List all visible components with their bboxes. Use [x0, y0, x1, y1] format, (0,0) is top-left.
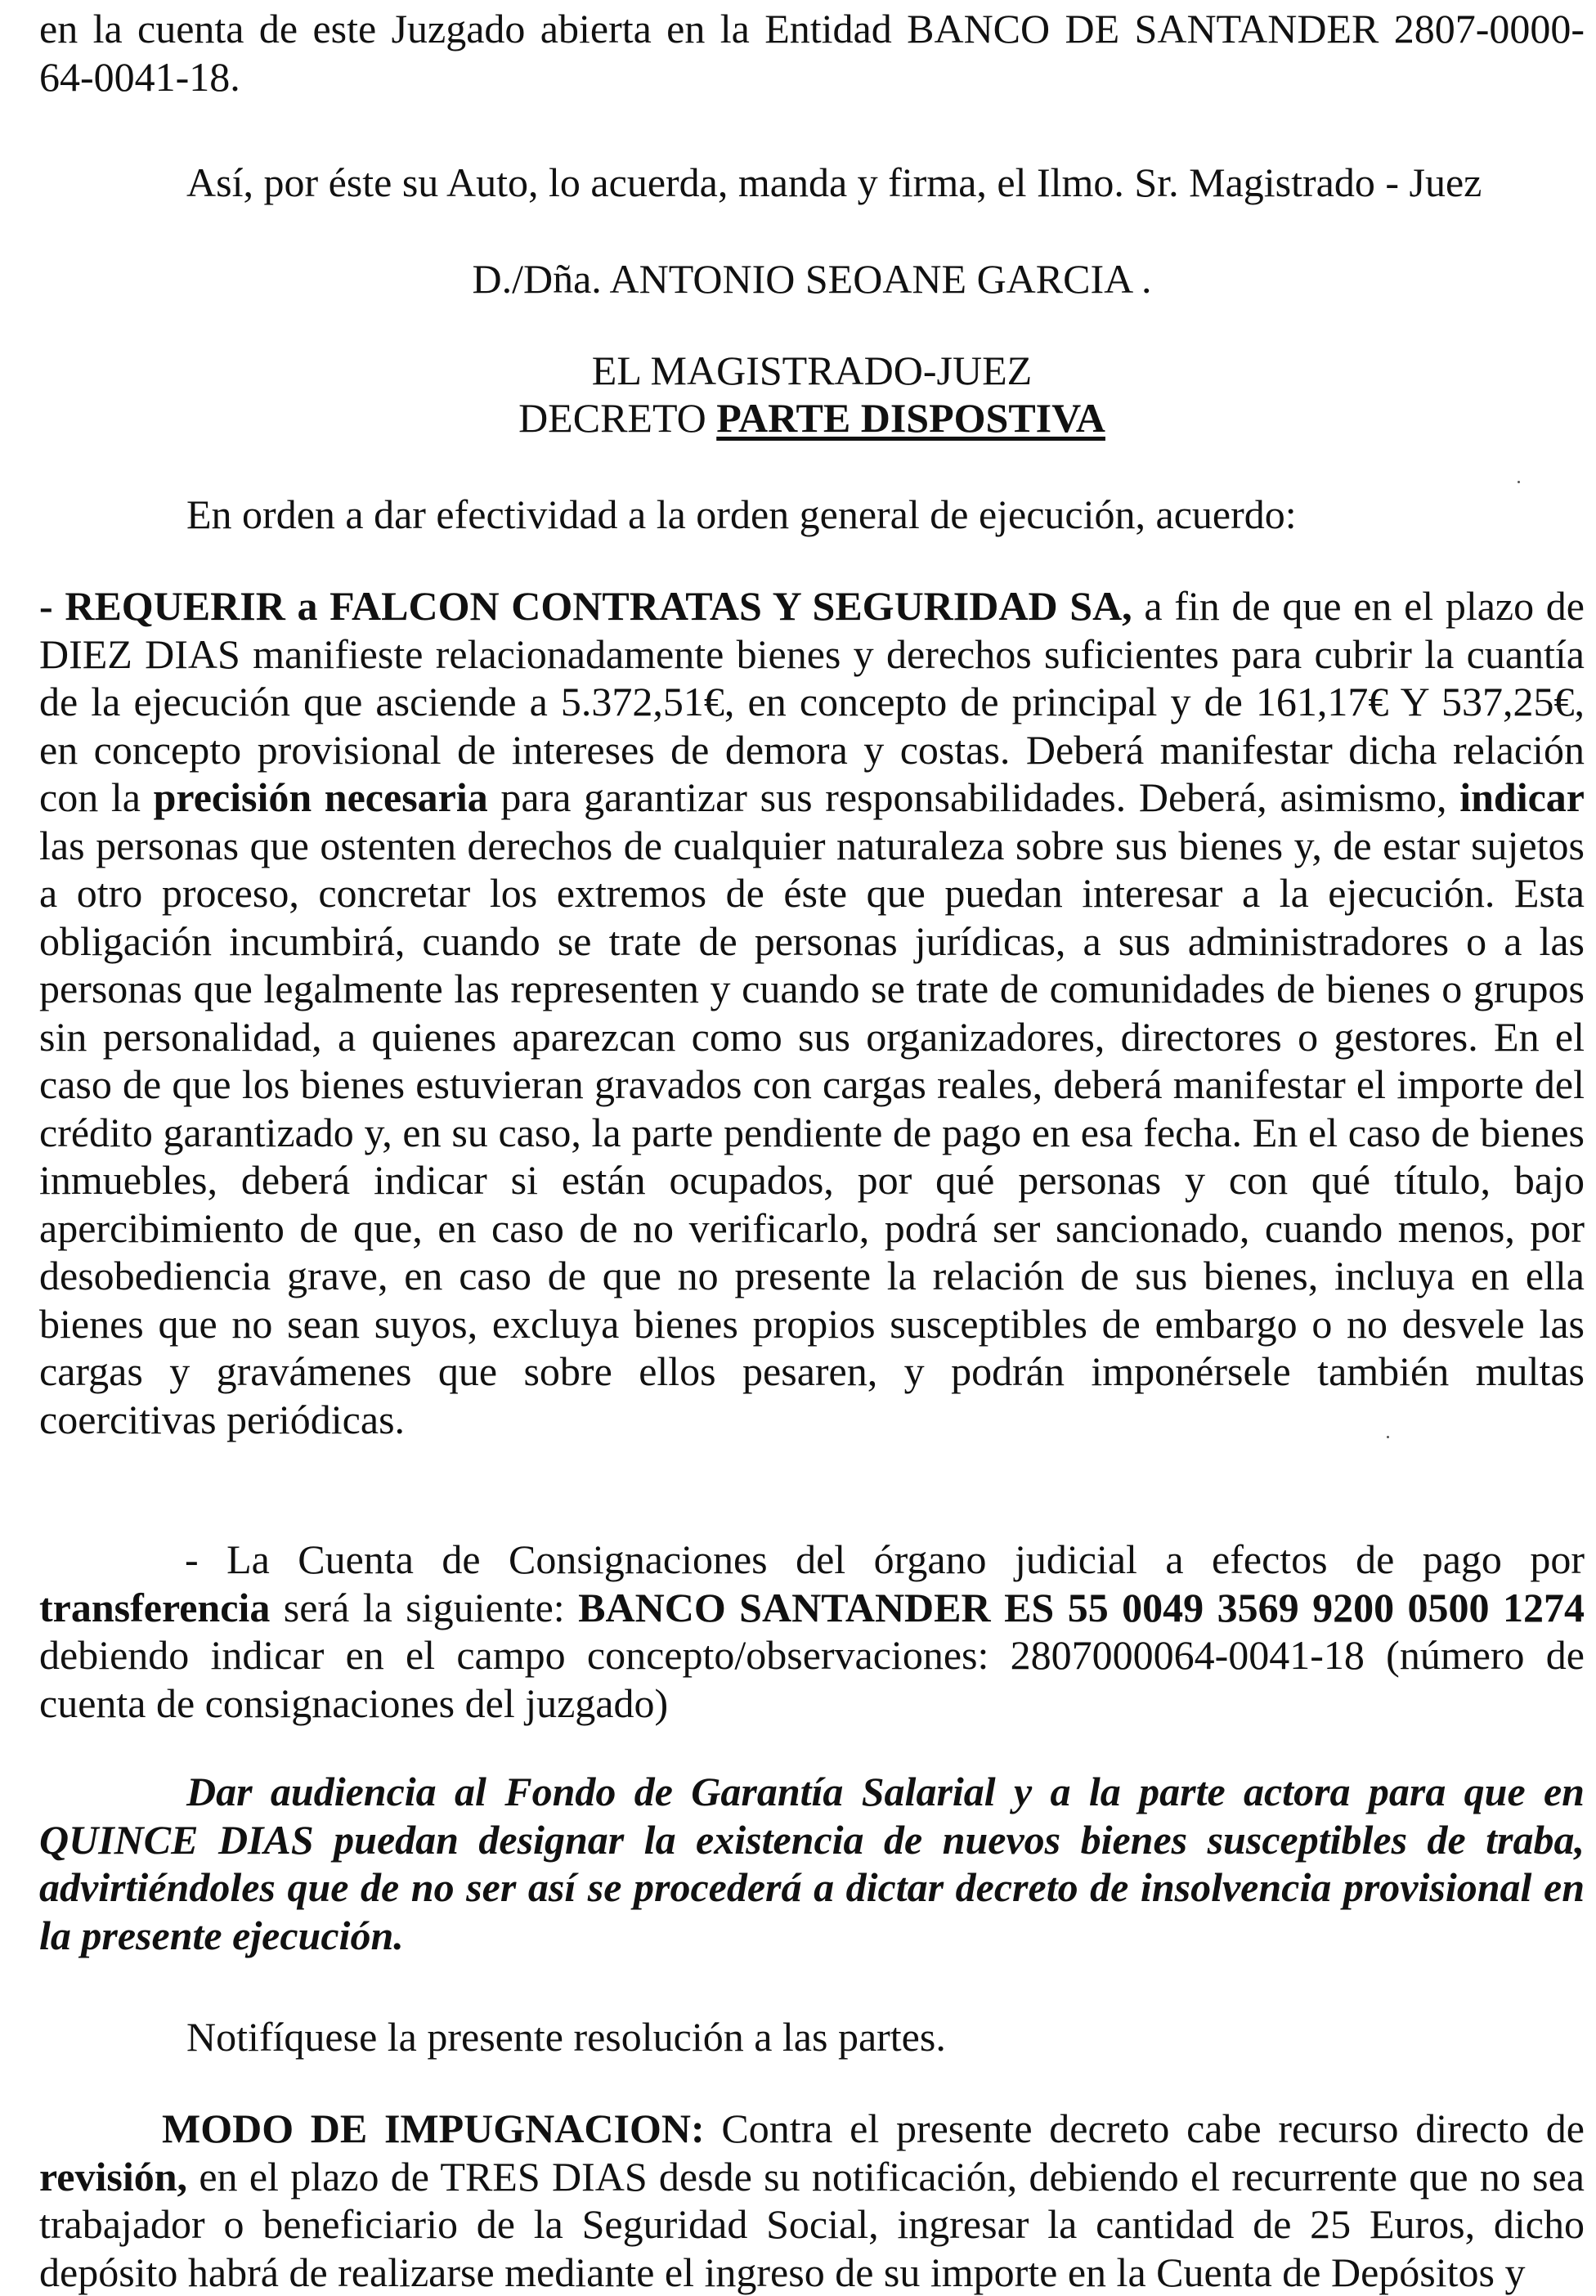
impugnacion-text-1: Contra el presente decreto cabe recurso directo de: [704, 2105, 1585, 2151]
paragraph-audiencia: Dar audiencia al Fondo de Garantía Salarial y a la parte actora para que en QUINCE DIAS puedan designar la existencia de nuevos bienes susceptibles de traba, advirtiéndoles que de no ser así se procederá a dictar decreto de insolvencia provisional en la presente ejecución.: [39, 1769, 1585, 1958]
cuenta-bold-transferencia: transferencia: [39, 1584, 271, 1630]
requerir-text-3: las personas que ostenten derechos de cualquier naturaleza sobre sus bienes y, de estar sujetos a otro proceso, concretar los extremos de éste que puedan interesar a la ejecución. Esta obligación incumbirá, cuando se trate de personas jurídicas, a sus administradores o a las personas que legalmente las representen y cuando se trate de comunidades de bienes o grupos sin personalidad, a quienes aparezcan como sus organizadores, directores o gestores. En el caso de que los bienes estuvieran gravados con cargas reales, deberá manifestar el importe del crédito garantizado y, en su caso, la parte pendiente de pago en esa fecha. En el caso de bienes inmuebles, deberá indicar si están ocupados, por qué personas y con qué título, bajo apercibimiento de que, en caso de no verificarlo, podrá ser sancionado, cuando menos, por desobediencia grave, en caso de que no presente la relación de sus bienes, incluya en ella bienes que no sean suyos, excluya bienes propios susceptibles de embargo o no desvele las cargas y gravámenes que sobre ellos pesaren, y podrán imponérsele también multas coercitivas periódicas.: [39, 822, 1585, 1442]
judge-name: D./Dña. ANTONIO SEOANE GARCIA .: [472, 256, 1152, 302]
impugnacion-bold-label: MODO DE IMPUGNACION:: [162, 2105, 705, 2151]
paragraph-requerir: [39, 582, 1585, 1443]
paragraph-orden: En orden a dar efectividad a la orden general de ejecución, acuerdo:: [186, 491, 1297, 537]
heading-magistrado: EL MAGISTRADO-JUEZ: [591, 348, 1033, 393]
cuenta-text-1: - La Cuenta de Consignaciones del órgano judicial a efectos de pago por: [185, 1536, 1585, 1582]
requerir-text-2: para garantizar sus responsabilidades. Deberá, asimismo,: [487, 774, 1460, 820]
scan-speck: [1518, 481, 1520, 483]
heading-decreto-prefix: DECRETO: [518, 395, 717, 441]
text-line: 64-0041-18.: [39, 53, 240, 100]
heading-parte-dispositiva: PARTE DISPOSTIVA: [716, 395, 1105, 441]
cuenta-text-3: debiendo indicar en el campo concepto/observaciones: 2807000064-0041-18 (número de cuenta de consignaciones del juzgado): [39, 1632, 1585, 1726]
paragraph-impugnacion: [39, 2105, 1585, 2296]
requerir-text-1: a fin de que en el plazo de DIEZ DIAS manifieste relacionadamente bienes y derechos suficientes para cubrir la cuantía de la ejecución que asciende a 5.372,51€, en concepto de principal y de 161,17€ Y 537,25€, en concepto provisional de intereses de demora y costas. Deberá manifestar dicha relación con la: [39, 583, 1585, 820]
cuenta-bold-iban: BANCO SANTANDER ES 55 0049 3569 9200 0500 1274: [578, 1584, 1585, 1630]
requerir-bold-precision: precisión necesaria: [153, 774, 488, 820]
paragraph-notifiquese: Notifíquese la presente resolución a las partes.: [186, 2014, 946, 2060]
impugnacion-bold-revision: revisión,: [39, 2153, 188, 2200]
text-line: en la cuenta de este Juzgado abierta en la Entidad BANCO DE SANTANDER 2807-0000-: [39, 6, 1585, 52]
heading-decreto: [39, 394, 1585, 442]
cuenta-text-2: será la siguiente:: [270, 1584, 579, 1630]
paragraph-account-continuation: [39, 5, 1585, 101]
impugnacion-text-2: en el plazo de TRES DIAS desde su notificación, debiendo el recurrente que no sea trabajador o beneficiario de la Seguridad Social, ingresar la cantidad de 25 Euros, dicho depósito habrá de realizarse mediante el ingreso de su importe en la Cuenta de Depósitos y: [39, 2153, 1585, 2295]
paragraph-auto: Así, por éste su Auto, lo acuerda, manda y firma, el Ilmo. Sr. Magistrado - Juez: [186, 159, 1482, 205]
requerir-bold-indicar: indicar: [1459, 774, 1585, 820]
requerir-bold-start: - REQUERIR a FALCON CONTRATAS Y SEGURIDAD SA,: [39, 583, 1132, 629]
scan-speck: [1387, 1436, 1389, 1438]
paragraph-cuenta-consignaciones: [39, 1536, 1585, 1727]
